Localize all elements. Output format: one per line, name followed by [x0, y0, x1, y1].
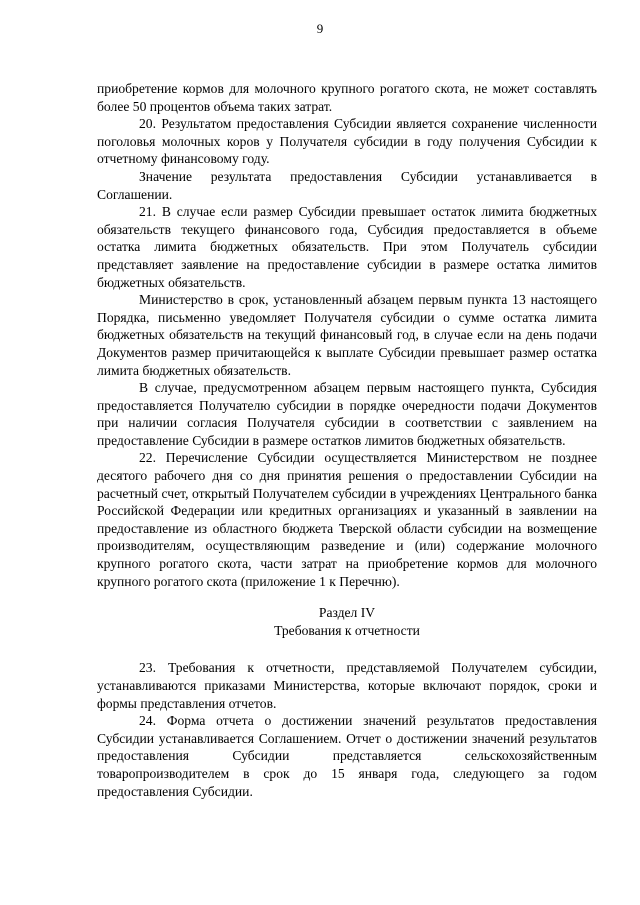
- paragraph-23: 23. Требования к отчетности, представляемой Получателем субсидии, устанавливаются приказами Министерства, которые включают порядок, сроки и формы представления отчетов.: [97, 660, 597, 711]
- paragraph-continuation: приобретение кормов для молочного крупного рогатого скота, не может составлять более 50 процентов объема таких затрат.: [97, 81, 597, 114]
- section-title: Требования к отчетности: [274, 622, 420, 638]
- section-spacer: [97, 639, 597, 659]
- section-heading: [97, 604, 597, 639]
- page-number: 9: [316, 21, 324, 36]
- paragraph-20-result-value: Значение результата предоставления Субсидии устанавливается в Соглашении.: [97, 168, 597, 202]
- paragraph-20: 20. Результатом предоставления Субсидии является сохранение численности поголовья молочных коров у Получателя субсидии в году получения Субсидии к отчетному финансовому году.: [97, 116, 597, 167]
- paragraph-24: 24. Форма отчета о достижении значений результатов предоставления Субсидии устанавливается Соглашением. Отчет о достижении значений результатов предоставления Субсидии представляется сельскохозяйственным товаропроизводителем в срок до 15 января года, следующего за годом предоставления Субсидии.: [97, 713, 597, 799]
- paragraph-22: 22. Перечисление Субсидии осуществляется Министерством не позднее десятого рабочего дня со дня принятия решения о предоставлении Субсидии на расчетный счет, открытый Получателем субсидии в учреждениях Центрального банка Российской Федерации или кредитных организациях и указанный в заявлении на предоставление из областного бюджета Тверской области субсидии на возмещение производителям, осуществляющим разведение и (или) содержание молочного крупного рогатого скота, части затрат на приобретение кормов для молочного крупного рогатого скота (приложение 1 к Перечню).: [97, 450, 597, 589]
- paragraph-21-notification: Министерство в срок, установленный абзацем первым пункта 13 настоящего Порядка, письменно уведомляет Получателя субсидии о сумме остатка лимита бюджетных обязательств на текущий финансовый год, в случае если на день подачи Документов размер причитающейся к выплате Субсидии превышает размер остатка лимита бюджетных обязательств.: [97, 292, 597, 378]
- paragraph-21: 21. В случае если размер Субсидии превышает остаток лимита бюджетных обязательств текущего финансового года, Субсидия предоставляется в объеме остатка лимита бюджетных обязательств. При этом Получатель субсидии представляет заявление на предоставление субсидии в размере остатка лимитов бюджетных обязательств.: [97, 204, 597, 290]
- paragraph-21-order: В случае, предусмотренном абзацем первым настоящего пункта, Субсидия предоставляется Получателю субсидии в порядке очередности подачи Документов при наличии согласия Получателя субсидии в соответствии с заявлением на предоставление Субсидии в размере остатков лимитов бюджетных обязательств.: [97, 380, 597, 448]
- section-number: Раздел IV: [318, 605, 376, 621]
- document-body: [97, 80, 597, 800]
